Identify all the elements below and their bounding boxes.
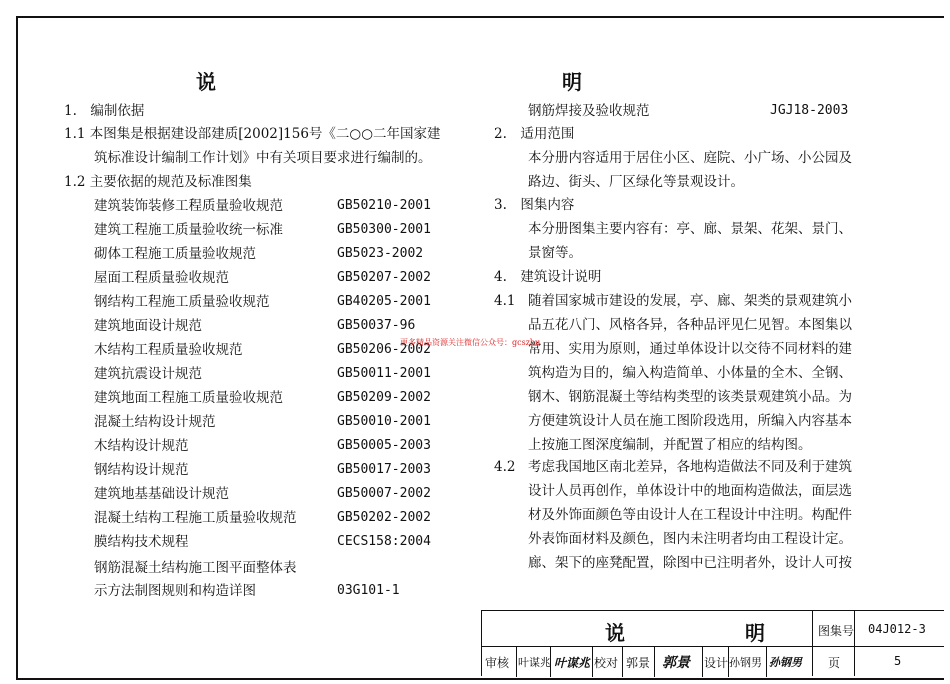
- paragraph-line: 考虑我国地区南北差异，各地构造做法不同及利于建筑: [528, 459, 852, 475]
- title-block: [481, 610, 944, 676]
- paragraph-line: 设计人员再创作，单体设计中的地面构造做法，面层选: [528, 483, 852, 499]
- title-block-separator: [702, 646, 703, 677]
- standard-code: GB50037-96: [337, 318, 416, 333]
- paragraph-1-1-line-1: 1.1 本图集是根据建设部建质[2002]156号《二○○二年国家建: [64, 126, 441, 142]
- standard-code: GB50206-2002: [337, 342, 431, 357]
- section-1-heading: 1. 编制依据: [64, 103, 145, 119]
- standard-name-last-line-1: 钢筋混凝土结构施工图平面整体表: [94, 560, 297, 576]
- title-block-divider: [482, 646, 944, 647]
- paragraph-line: 随着国家城市建设的发展，亭、廊、架类的景观建筑小: [528, 293, 852, 309]
- paragraph-line: 方便建筑设计人员在施工图阶段选用，所编入内容基本: [528, 413, 852, 429]
- standard-code: CECS158:2004: [337, 534, 431, 549]
- standard-name-last-line-2: 示方法制图规则和构造详图: [94, 583, 256, 599]
- standard-code-welding: JGJ18-2003: [770, 103, 849, 118]
- paragraph-line: 外表饰面材料及颜色，图内未注明者均由工程设计定。: [528, 531, 852, 547]
- standard-name-welding: 钢筋焊接及验收规范: [528, 103, 650, 119]
- standard-name: 建筑地面设计规范: [94, 318, 202, 334]
- standard-code: GB50007-2002: [337, 486, 431, 501]
- section-4-heading: 4. 建筑设计说明: [494, 269, 602, 285]
- standard-name: 钢结构工程施工质量验收规范: [94, 294, 270, 310]
- title-block-separator: [654, 646, 655, 677]
- review-name: 叶谋兆: [518, 656, 551, 669]
- page-label: 页: [828, 656, 841, 670]
- paragraph-line: 廊、架下的座凳配置，除图中已注明者外，设计人可按: [528, 555, 852, 571]
- standard-code: GB5023-2002: [337, 246, 424, 261]
- section-3-heading: 3. 图集内容: [494, 197, 575, 213]
- watermark-text: 更多精品资源关注微信公众号：gcszhu: [400, 338, 541, 347]
- paragraph-line: 常用、实用为原则，通过单体设计以交待不同材料的建: [528, 341, 852, 357]
- title-block-separator: [516, 646, 517, 677]
- section-2-line-1: 本分册内容适用于居住小区、庭院、小广场、小公园及: [528, 150, 852, 166]
- standard-name: 建筑地面工程施工质量验收规范: [94, 390, 283, 406]
- paragraph-line: 上按施工图深度编制，并配置了相应的结构图。: [528, 437, 812, 453]
- check-signature: 郭景: [662, 655, 690, 671]
- paragraph-4-2-label: 4.2: [494, 459, 516, 475]
- standard-name: 建筑抗震设计规范: [94, 366, 202, 382]
- standard-name: 混凝土结构设计规范: [94, 414, 216, 430]
- standard-name: 屋面工程质量验收规范: [94, 270, 229, 286]
- title-block-separator: [592, 646, 593, 677]
- standard-code: GB50210-2001: [337, 198, 431, 213]
- standard-code: GB50209-2002: [337, 390, 431, 405]
- standard-name: 混凝土结构工程施工质量验收规范: [94, 510, 297, 526]
- design-signature: 孙钢男: [769, 656, 802, 669]
- standard-name: 膜结构技术规程: [94, 534, 189, 550]
- standard-code-last: 03G101-1: [337, 583, 400, 598]
- paragraph-4-1-label: 4.1: [494, 293, 516, 309]
- paragraph-line: 品五花八门、风格各异，各种品评见仁见智。本图集以: [528, 317, 852, 333]
- standard-code: GB50017-2003: [337, 462, 431, 477]
- atlas-number: 04J012-3: [868, 622, 926, 636]
- review-signature: 叶谋兆: [554, 656, 591, 670]
- standard-code: GB50207-2002: [337, 270, 431, 285]
- standard-code: GB50300-2001: [337, 222, 431, 237]
- page-number: 5: [894, 654, 902, 668]
- standard-name: 木结构工程质量验收规范: [94, 342, 243, 358]
- section-1-2-heading: 1.2 主要依据的规范及标准图集: [64, 174, 252, 190]
- title-block-separator: [854, 611, 855, 676]
- title-block-separator: [622, 646, 623, 677]
- standard-name: 木结构设计规范: [94, 438, 189, 454]
- page-title: 说 明: [196, 70, 684, 94]
- title-block-title: 说 明: [605, 621, 815, 645]
- design-name: 孙钢男: [729, 656, 762, 669]
- standard-name: 建筑工程施工质量验收统一标准: [94, 222, 283, 238]
- standard-name: 钢结构设计规范: [94, 462, 189, 478]
- check-label: 校对: [594, 656, 619, 670]
- standard-name: 砌体工程施工质量验收规范: [94, 246, 256, 262]
- section-3-line-2: 景窗等。: [528, 245, 582, 261]
- design-label: 设计: [704, 656, 729, 670]
- title-block-separator: [766, 646, 767, 677]
- standard-code: GB50010-2001: [337, 414, 431, 429]
- paragraph-line: 筑构造为目的，编入构造简单、小体量的全木、全钢、: [528, 365, 852, 381]
- check-name: 郭景: [626, 656, 651, 670]
- standard-code: GB50005-2003: [337, 438, 431, 453]
- section-3-line-1: 本分册图集主要内容有：亭、廊、景架、花架、景门、: [528, 221, 852, 237]
- standard-code: GB40205-2001: [337, 294, 431, 309]
- section-2-line-2: 路边、街头、厂区绿化等景观设计。: [528, 174, 744, 190]
- atlas-number-label: 图集号: [818, 624, 855, 638]
- paragraph-1-1-line-2: 筑标准设计编制工作计划》中有关项目要求进行编制的。: [94, 150, 432, 166]
- paragraph-line: 钢木、钢筋混凝土等结构类型的该类景观建筑小品。为: [528, 389, 852, 405]
- section-2-heading: 2. 适用范围: [494, 126, 575, 142]
- review-label: 审核: [485, 656, 510, 670]
- paragraph-line: 材及外饰面颜色等由设计人在工程设计中注明。构配件: [528, 507, 852, 523]
- standard-code: GB50202-2002: [337, 510, 431, 525]
- standard-name: 建筑地基基础设计规范: [94, 486, 229, 502]
- standard-name: 建筑装饰装修工程质量验收规范: [94, 198, 283, 214]
- standard-code: GB50011-2001: [337, 366, 431, 381]
